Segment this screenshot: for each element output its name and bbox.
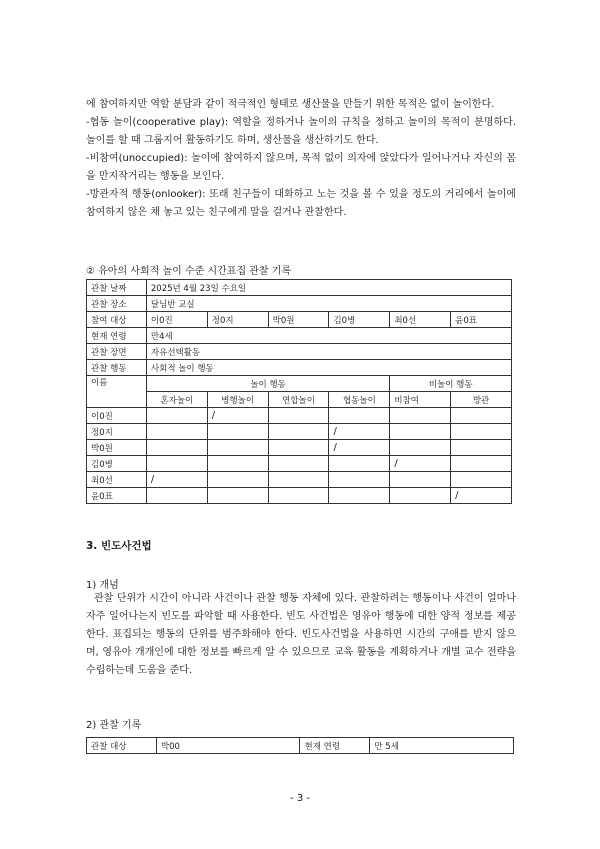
tally-cell [146, 424, 207, 440]
target-name: 김0병 [329, 312, 390, 328]
tally-cell [207, 456, 268, 472]
record-target-label: 관찰 대상 [87, 738, 157, 754]
tally-cell [268, 440, 329, 456]
target-name: 박0원 [268, 312, 329, 328]
target-name: 윤0표 [451, 312, 512, 328]
child-name: 정0지 [87, 424, 147, 440]
scene-label: 관찰 장면 [87, 344, 147, 360]
target-label: 참여 대상 [87, 312, 147, 328]
tally-cell [146, 488, 207, 504]
child-name: 이0진 [87, 408, 147, 424]
place-value: 달님반 교실 [146, 296, 511, 312]
table1-caption: ② 유아의 사회적 놀이 수준 시간표집 관찰 기록 [86, 266, 292, 277]
tally-cell [390, 408, 451, 424]
tally-cell [146, 440, 207, 456]
tally-cell [146, 456, 207, 472]
table-row [87, 488, 512, 504]
tally-cell [390, 472, 451, 488]
table-row [87, 456, 512, 472]
table-row [87, 392, 512, 408]
target-name: 최0선 [390, 312, 451, 328]
tally-cell [329, 488, 390, 504]
intro-paragraph-4: -방관자적 행동(onlooker): 또래 친구들이 대화하고 노는 것을 볼 수 있을 정도의 거리에서 놀이에 참여하지 않은 채 놓고 있는 친구에게 말을 걸거나 관찰한다. [86, 189, 516, 218]
table-row [87, 424, 512, 440]
table-row [87, 344, 512, 360]
behavior-value: 사회적 놀이 행동 [146, 360, 511, 376]
table-row [87, 280, 512, 296]
tally-cell: / [146, 472, 207, 488]
column-header: 방관 [451, 392, 512, 408]
target-name: 정0지 [207, 312, 268, 328]
scene-value: 자유선택활동 [146, 344, 511, 360]
subsection-record: 2) 관찰 기록 [86, 720, 142, 731]
column-header: 병행놀이 [207, 392, 268, 408]
tally-cell [268, 472, 329, 488]
intro-text [86, 96, 516, 222]
place-label: 관찰 장소 [87, 296, 147, 312]
concept-body [86, 590, 516, 680]
table-row [87, 472, 512, 488]
record-target-value: 박00 [156, 738, 300, 754]
column-header: 협동놀이 [329, 392, 390, 408]
child-name: 윤0표 [87, 488, 147, 504]
observation-table [86, 279, 512, 504]
tally-cell [329, 456, 390, 472]
tally-cell [329, 408, 390, 424]
record-age-label: 현재 연령 [300, 738, 370, 754]
tally-cell [207, 440, 268, 456]
tally-cell [451, 408, 512, 424]
column-header: 비참여 [390, 392, 451, 408]
nonplay-group-header: 비놀이 행동 [390, 376, 512, 392]
intro-paragraph-3: -비참여(unoccupied): 놀이에 참여하지 않으며, 목적 없이 의자에 앉았다가 일어나거나 자신의 몸을 만지작거리는 행동을 보인다. [86, 153, 516, 182]
table-row [87, 312, 512, 328]
subsection-concept: 1) 개념 [86, 580, 119, 591]
table-row [87, 738, 514, 754]
intro-paragraph-1: 에 참여하지만 역할 분담과 같이 적극적인 형태로 생산물을 만들기 위한 목적은 없이 놀이한다. [86, 99, 495, 110]
record-age-value: 만 5세 [370, 738, 514, 754]
target-name: 이0진 [146, 312, 207, 328]
tally-cell: / [207, 408, 268, 424]
table-row [87, 360, 512, 376]
child-name: 박0원 [87, 440, 147, 456]
age-value: 만4세 [146, 328, 511, 344]
play-group-header: 놀이 행동 [146, 376, 389, 392]
tally-cell [268, 424, 329, 440]
date-label: 관찰 날짜 [87, 280, 147, 296]
page-number: - 3 - [290, 793, 310, 804]
table-row [87, 440, 512, 456]
child-name: 최0선 [87, 472, 147, 488]
column-header: 혼자놀이 [146, 392, 207, 408]
tally-cell [268, 408, 329, 424]
column-header: 연합놀이 [268, 392, 329, 408]
table-row [87, 296, 512, 312]
tally-cell [451, 424, 512, 440]
behavior-label: 관찰 행동 [87, 360, 147, 376]
record-table [86, 737, 514, 754]
tally-cell: / [451, 488, 512, 504]
tally-cell: / [390, 456, 451, 472]
child-name: 김0병 [87, 456, 147, 472]
tally-cell [146, 408, 207, 424]
tally-cell [451, 456, 512, 472]
tally-cell: / [329, 440, 390, 456]
concept-paragraph: 관찰 단위가 시간이 아니라 사건이나 관찰 행동 자체에 있다. 관찰하려는 행동이나 사건이 얼마나 자주 일어나는지 빈도를 파악할 때 사용한다. 빈도 사건법은 영유아 행동에 대한 양적 정보를 제공한다. 표집되는 행동의 단위를 범주화해야 한다. 빈도사건법을 사용하면 시간의 구애를 받지 않으며, 영유아 개개인에 대한 정보를 빠르게 알 수 있으므로 교육 활동을 계획하거나 개별 교수 전략을 수립하는데 도움을 준다. [86, 593, 516, 676]
name-header: 이름 [87, 376, 147, 408]
tally-cell [207, 488, 268, 504]
tally-cell [451, 472, 512, 488]
tally-cell [268, 488, 329, 504]
tally-cell [329, 472, 390, 488]
tally-cell [207, 424, 268, 440]
tally-cell [390, 424, 451, 440]
table-row [87, 328, 512, 344]
intro-paragraph-2: -협동 놀이(cooperative play): 역할을 정하거나 놀이의 규칙을 정하고 놀이의 목적이 분명하다. 놀이를 할 때 그룹지어 활동하기도 하며, 생산물을 생산하기도 한다. [86, 117, 516, 146]
section-heading: 3. 빈도사건법 [86, 540, 152, 552]
table-row [87, 408, 512, 424]
date-value: 2025년 4월 23일 수요일 [146, 280, 511, 296]
tally-cell [268, 456, 329, 472]
tally-cell [451, 440, 512, 456]
tally-cell [390, 488, 451, 504]
age-label: 현재 연령 [87, 328, 147, 344]
tally-cell: / [329, 424, 390, 440]
table-row [87, 376, 512, 392]
tally-cell [207, 472, 268, 488]
tally-cell [390, 440, 451, 456]
